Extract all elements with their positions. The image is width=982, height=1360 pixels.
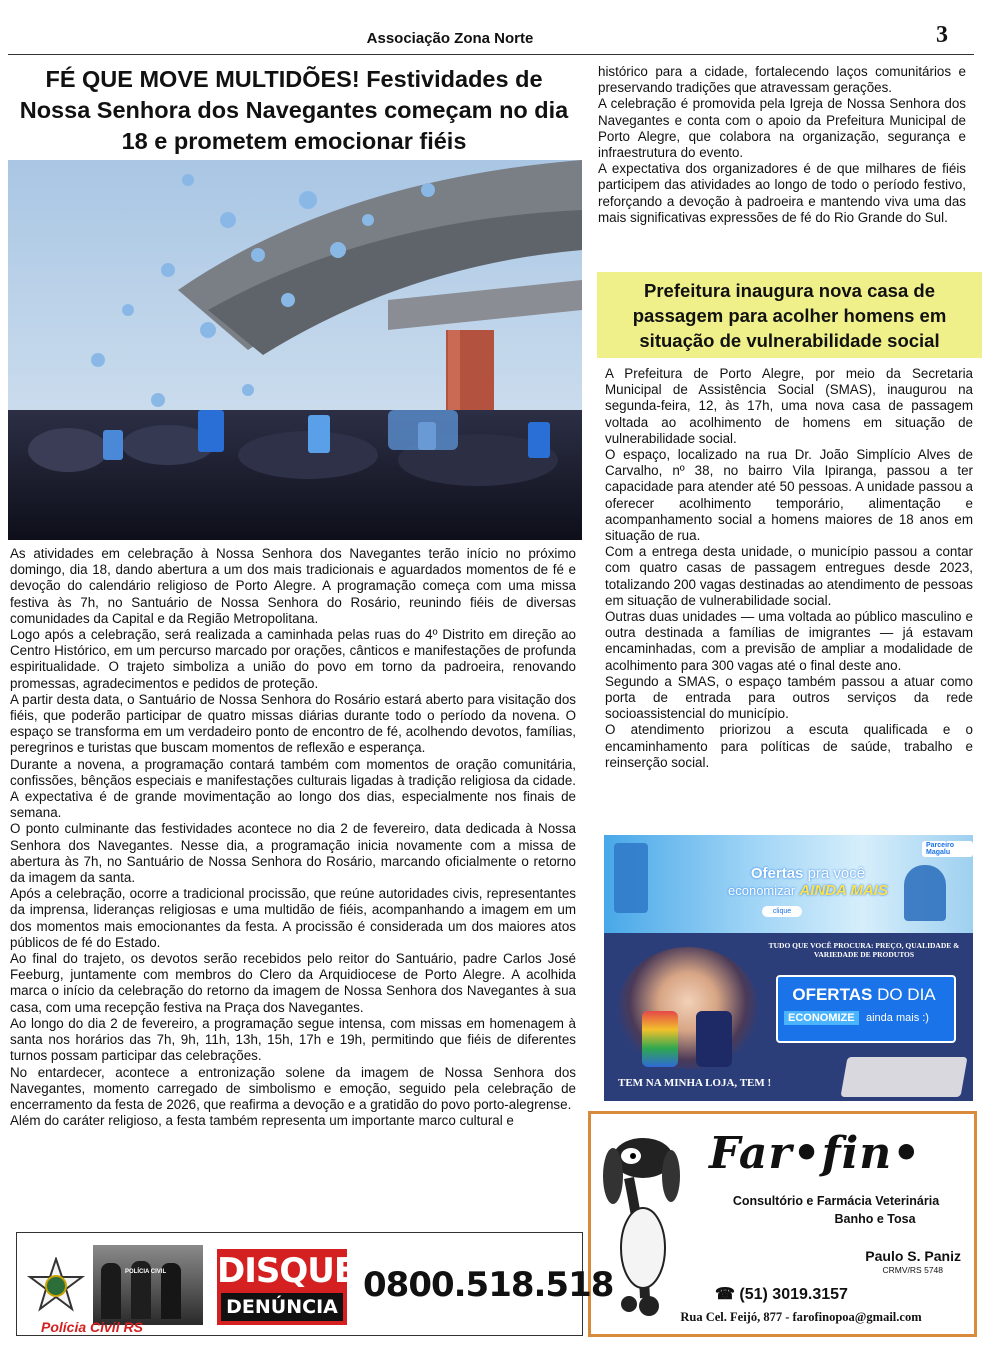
newspaper-section-title: Associação Zona Norte: [366, 30, 534, 47]
procession-photo: [8, 160, 582, 540]
policia-civil-label: Polícia Civil RS: [41, 1319, 143, 1335]
main-headline: FÉ QUE MOVE MULTIDÕES! Festividades de Nossa Senhora dos Navegantes começam no dia 18 e prometem emocionar fiéis: [19, 66, 569, 154]
procession-photo-illustration: [8, 160, 582, 540]
continuation-paragraph: A celebração é promovida pela Igreja de Nossa Senhora dos Navegantes e conta com o apoio da Prefeitura Municipal de Porto Alegre, que colabora na organização, segurança e infraestrutura do evento.: [598, 96, 966, 161]
offers-for-you: pra você: [807, 865, 866, 882]
cta-button[interactable]: clique: [762, 906, 802, 917]
phone-number: (51) 3019.3157: [739, 1286, 848, 1303]
side-paragraph: O atendimento priorizou a escuta qualificada e o encaminhamento para políticas de saúde, trabalho e reinserção social.: [605, 722, 973, 770]
ofertas-word: OFERTAS: [792, 985, 873, 1004]
ad-people-photo: [618, 947, 758, 1069]
continuation-paragraph: A expectativa dos organizadores é de que milhares de fiéis participem das atividades ao longo de todo o período festivo, reforçando a devoção à padroeira e mantendo viva uma das mais significativas expressões de fé do Rio Grande do Sul.: [598, 161, 966, 225]
main-paragraph: Além do caráter religioso, a festa também representa um importante marco cultural e: [10, 1113, 514, 1129]
main-paragraph: A partir desta data, o Santuário de Nossa Senhora do Rosário estará aberto para visitação dos fiéis, que poderão participar de quatro missas diárias durante todo o período da novena. O espaço se transforma em um verdadeiro ponto de encontro de fé, acolhendo devotos, famílias, peregrinos e turistas que buscam momentos de reflexão e esperança.: [10, 691, 576, 756]
side-paragraph: Com a entrega desta unidade, o município passou a contar com quatro casas de passagem entregues desde 2023, totalizando 200 vagas destinadas ao atendimento de pessoas em situação de vulnerabilidade social.: [605, 544, 973, 608]
main-paragraph: Ao longo do dia 2 de fevereiro, a programação segue intensa, com missas em homenagem à santa nos horários das 7h, 9h, 11h, 13h, 15h, 17h e 19h, permitindo que fiéis de diferentes turnos possam participar das celebrações.: [10, 1015, 576, 1064]
main-paragraph: No entardecer, acontece a entronização solene da imagem de Nossa Senhora dos Navegantes, momento carregado de simbolismo e emoção, seguido pela celebração de encerramento da festa de 2026, que reafirma a devoção e a gratidão do povo porto-alegrense.: [10, 1064, 576, 1112]
side-article-body: [605, 366, 973, 771]
main-article-body: [10, 546, 576, 1129]
police-badge-icon: [27, 1257, 85, 1315]
main-paragraph: As atividades em celebração à Nossa Senhora dos Navegantes terão início no próximo domingo, dia 18, dando abertura a um dos mais tradicionais e aguardados momentos de fé e devoção do calendário religioso de Porto Alegre. A programação começa com uma missa festiva às 7h, no Santuário de Nossa Senhora do Rosário, reunindo fiéis de diversas comunidades da Capital e da Região Metropolitana.: [10, 546, 576, 626]
denuncia-word: DENÚNCIA: [226, 1296, 338, 1318]
main-paragraph: Durante a novena, a programação contará também com momentos de oração comunitária, confissões, bênçãos especiais e manifestações culturais ligadas à tradição religiosa da cidade. A expectativa é de grande movimentação ao longo dos dias, especialmente nos finais de semana.: [10, 756, 576, 821]
offers-headline: [708, 865, 908, 899]
farofino-grooming: Banho e Tosa: [834, 1212, 916, 1226]
ainda-mais-text: ainda mais :): [866, 1012, 929, 1024]
farofino-logo: Far•fin•: [709, 1128, 922, 1179]
main-article-continuation: [598, 64, 966, 226]
blue-shirt: [696, 1011, 732, 1067]
farofino-address: Rua Cel. Feijó, 877 - farofinopoa@gmail.com: [680, 1310, 922, 1324]
policia-civil-ad[interactable]: [16, 1232, 614, 1336]
ofertas-do-dia: [784, 985, 944, 1005]
page-number: 3: [936, 22, 948, 48]
offers-word: Ofertas: [750, 865, 804, 882]
product-blender-icon: [904, 865, 946, 921]
farofino-vet-ad[interactable]: [588, 1111, 977, 1337]
ad-footer-text: TEM NA MINHA LOJA, TEM !: [618, 1077, 772, 1089]
side-paragraph: O espaço, localizado na rua Dr. João Simplício Alves de Carvalho, nº 38, no bairro Vila Ipiranga, passou a ter capacidade para atender até 50 pessoas. A unidade passou a oferecer acolhimento temporário, alimentação e acompanhamento social a homens maiores de 18 anos em situação de rua.: [605, 447, 973, 544]
side-headline-text: Prefeitura inaugura nova casa de passagem para acolher homens em situação de vulnerabilidade social: [632, 279, 947, 351]
continuation-paragraph: histórico para a cidade, fortalecendo laços comunitários e preservando tradições que atravessam gerações.: [598, 64, 966, 96]
economize-tag: ECONOMIZE: [784, 1011, 859, 1025]
hotline-number[interactable]: 0800.518.518: [363, 1265, 614, 1305]
laptop-icon: [840, 1057, 967, 1097]
disque-word: DISQUE: [217, 1251, 357, 1291]
farofino-owner: Paulo S. Paniz: [865, 1248, 961, 1264]
offers-economize: economizar: [728, 883, 796, 898]
partner-badge: Parceiro Magalu: [922, 841, 973, 857]
product-bottle-icon: [614, 843, 648, 913]
farofino-crmv: CRMV/RS 5748: [882, 1265, 943, 1275]
side-paragraph: A Prefeitura de Porto Alegre, por meio da Secretaria Municipal de Assistência Social (SMAS), inaugurou na segunda-feira, 12, às 17h, uma nova casa de passagem voltada ao acolhimento de homens em situação de vulnerabilidade social.: [605, 366, 973, 446]
main-paragraph: Após a celebração, ocorre a tradicional procissão, que reúne autoridades civis, representantes da imprensa, lideranças religiosas e uma multidão de fiéis, acompanhando a imagem em um dos momentos mais emocionantes da festa. A procissão é considerada um dos maiores atos públicos de fé do Estado.: [10, 886, 576, 950]
side-paragraph: Segundo a SMAS, o espaço também passou a atuar como porta de entrada para outros serviços da rede socioassistencial do município.: [605, 673, 973, 722]
farofino-phone: [715, 1284, 935, 1304]
phone-icon: ☎: [715, 1286, 735, 1303]
side-paragraph: Outras duas unidades — uma voltada ao público masculino e outra destinada a famílias de imigrantes — já estavam encaminhadas, com a previsão de ampliar a modalidade de acolhimento para 300 vagas até o final deste ano.: [605, 609, 973, 673]
officer-figure: [101, 1263, 121, 1319]
header-divider: [8, 54, 974, 55]
main-paragraph: Logo após a celebração, será realizada a caminhada pelas ruas do 4º Distrito em direção ao Centro Histórico, em um percurso marcado por orações, cânticos e manifestações de profunda espiritualidade. O trajeto simboliza a união do povo em torno da padroeira, renovando promessas, agradecimentos e pedidos de proteção.: [10, 627, 576, 691]
vest-label: POLÍCIA CIVIL: [125, 1269, 167, 1275]
do-dia-word: DO DIA: [877, 985, 936, 1004]
ad-tagline: TUDO QUE VOCÊ PROCURA: PREÇO, QUALIDADE & VARIEDADE DE PRODUTOS: [768, 941, 960, 959]
offers-ainda-mais: AINDA MAIS: [799, 882, 888, 899]
rainbow-shirt: [642, 1011, 678, 1067]
main-paragraph: Ao final do trajeto, os devotos serão recebidos pelo reitor do Santuário, padre Carlos José Feeburg, juntamente com membros do Clero da Arquidiocese de Porto Alegre. A acolhida marca o início da celebração do retorno da imagem de Nossa Senhora dos Navegantes à sua casa, com uma recepção festiva na Praça dos Navegantes.: [10, 951, 576, 1015]
farofino-services: Consultório e Farmácia Veterinária: [732, 1194, 940, 1208]
main-paragraph: O ponto culminante das festividades acontece no dia 2 de fevereiro, data dedicada à Nossa Senhora dos Navegantes. Nesse dia, a programação inicia novamente com a missa de abertura às 7h, no Santuário de Nossa Senhora do Rosário, marcando oficialmente o retorno da imagem da santa.: [10, 821, 576, 886]
magalu-partner-ad[interactable]: [604, 835, 973, 1101]
side-article-headline: [597, 272, 982, 358]
